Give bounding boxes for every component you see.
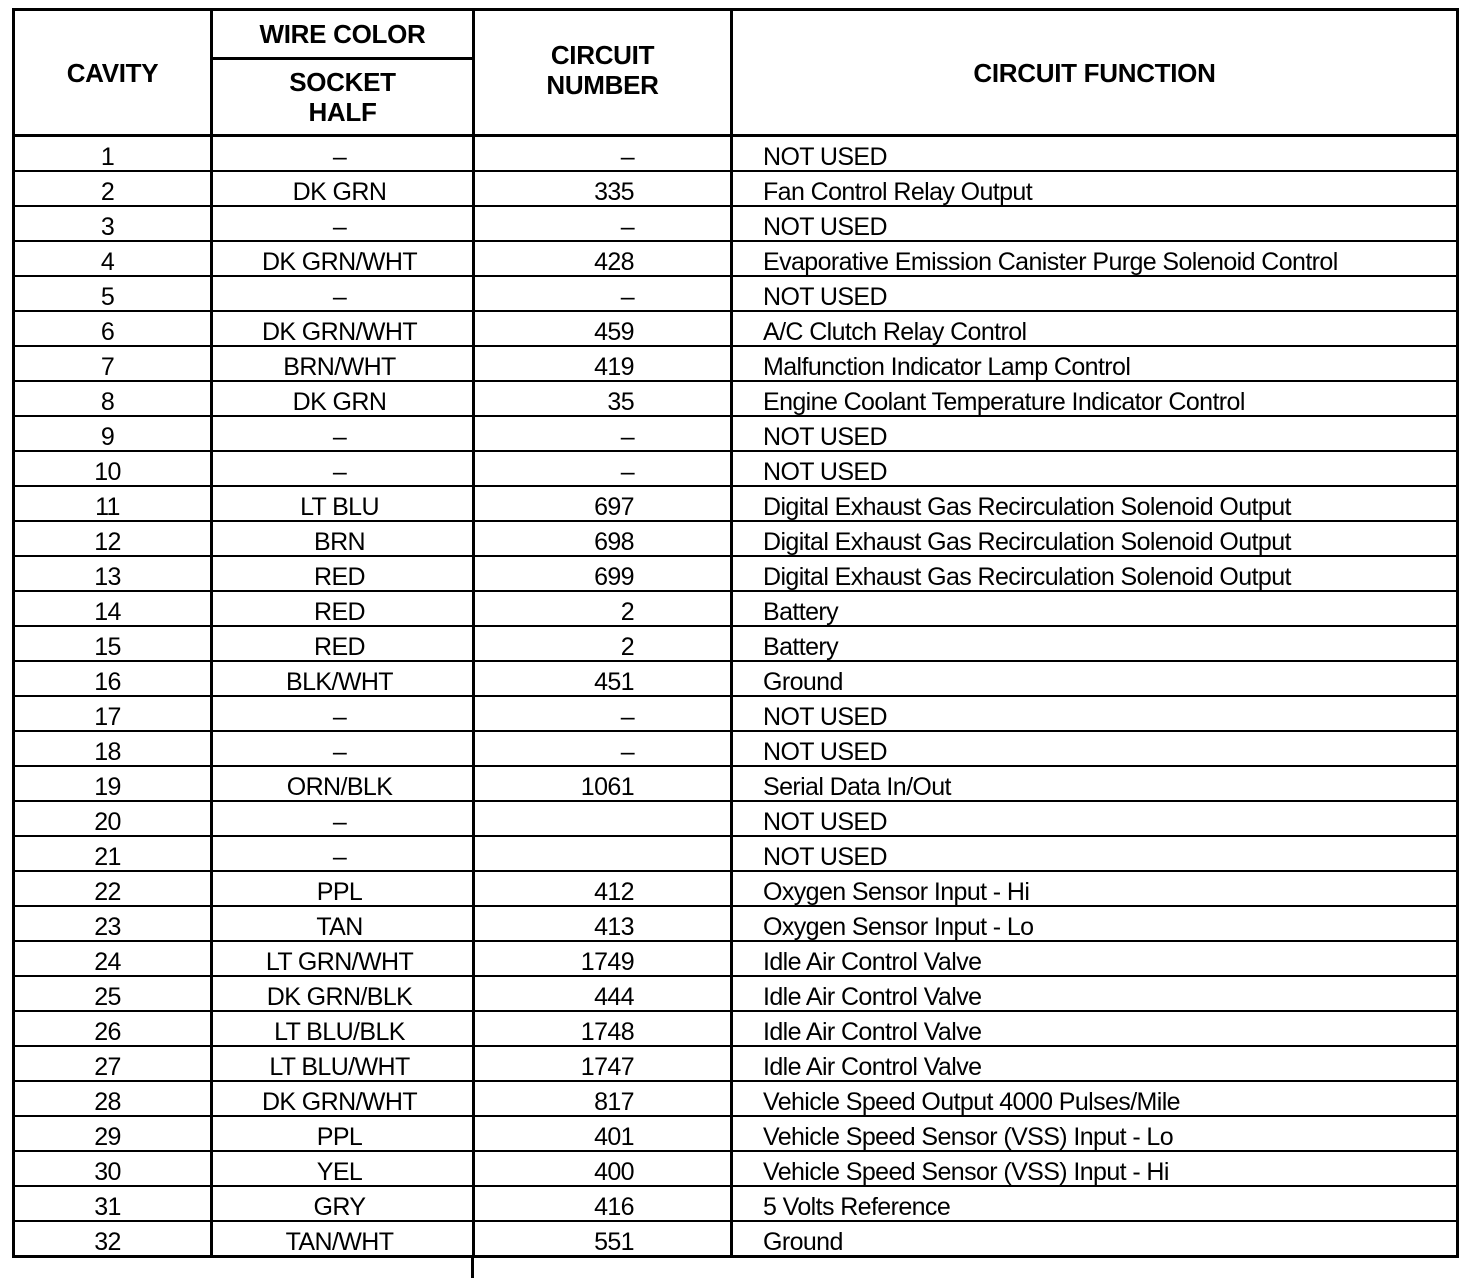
circuit-function-cell: NOT USED	[732, 136, 1458, 172]
header-wire-color: WIRE COLOR	[212, 10, 474, 59]
cavity-cell: 2	[14, 171, 212, 206]
connector-pinout-table	[12, 8, 1459, 1258]
cavity-cell: 20	[14, 801, 212, 836]
table-row	[14, 381, 1458, 416]
wire-color-cell: BRN	[212, 521, 474, 556]
table-row	[14, 241, 1458, 276]
wire-color-cell: DK GRN	[212, 171, 474, 206]
circuit-function-cell: NOT USED	[732, 801, 1458, 836]
wire-color-cell: LT GRN/WHT	[212, 941, 474, 976]
circuit-function-cell: Serial Data In/Out	[732, 766, 1458, 801]
circuit-function-cell: Digital Exhaust Gas Recirculation Solenoid Output	[732, 521, 1458, 556]
wire-color-cell: –	[212, 451, 474, 486]
table-row	[14, 171, 1458, 206]
circuit-number-cell: 2	[474, 591, 732, 626]
cavity-cell: 15	[14, 626, 212, 661]
wire-color-cell: LT BLU/WHT	[212, 1046, 474, 1081]
circuit-function-cell: Idle Air Control Valve	[732, 976, 1458, 1011]
table-row	[14, 661, 1458, 696]
circuit-number-cell: 1747	[474, 1046, 732, 1081]
cavity-cell: 16	[14, 661, 212, 696]
circuit-number-cell: 412	[474, 871, 732, 906]
circuit-number-cell: 1749	[474, 941, 732, 976]
circuit-function-cell: Digital Exhaust Gas Recirculation Solenoid Output	[732, 486, 1458, 521]
table-row	[14, 451, 1458, 486]
cavity-cell: 29	[14, 1116, 212, 1151]
circuit-number-cell: 400	[474, 1151, 732, 1186]
wire-color-cell: –	[212, 416, 474, 451]
circuit-number-cell	[474, 801, 732, 836]
cavity-cell: 6	[14, 311, 212, 346]
circuit-number-cell: 35	[474, 381, 732, 416]
circuit-function-cell: 5 Volts Reference	[732, 1186, 1458, 1221]
table-row	[14, 556, 1458, 591]
circuit-function-cell: Digital Exhaust Gas Recirculation Solenoid Output	[732, 556, 1458, 591]
cavity-cell: 3	[14, 206, 212, 241]
cavity-cell: 13	[14, 556, 212, 591]
cavity-cell: 9	[14, 416, 212, 451]
circuit-function-cell: Battery	[732, 626, 1458, 661]
circuit-number-cell: 1748	[474, 1011, 732, 1046]
circuit-number-cell: 428	[474, 241, 732, 276]
table-row	[14, 1151, 1458, 1186]
circuit-function-cell: Idle Air Control Valve	[732, 1011, 1458, 1046]
wire-color-cell: PPL	[212, 1116, 474, 1151]
header-circuit-function: CIRCUIT FUNCTION	[732, 10, 1458, 136]
table-row	[14, 1221, 1458, 1257]
circuit-function-cell: Malfunction Indicator Lamp Control	[732, 346, 1458, 381]
circuit-function-cell: Engine Coolant Temperature Indicator Control	[732, 381, 1458, 416]
wire-color-cell: ORN/BLK	[212, 766, 474, 801]
wire-color-cell: BRN/WHT	[212, 346, 474, 381]
wire-color-cell: DK GRN	[212, 381, 474, 416]
circuit-function-cell: Idle Air Control Valve	[732, 941, 1458, 976]
table-row	[14, 1046, 1458, 1081]
table-row	[14, 836, 1458, 871]
circuit-number-cell: 419	[474, 346, 732, 381]
circuit-function-cell: NOT USED	[732, 836, 1458, 871]
wire-color-cell: –	[212, 276, 474, 311]
wire-color-cell: DK GRN/BLK	[212, 976, 474, 1011]
table-row	[14, 521, 1458, 556]
wire-color-cell: –	[212, 801, 474, 836]
table-row	[14, 1186, 1458, 1221]
circuit-number-cell: 459	[474, 311, 732, 346]
cavity-cell: 5	[14, 276, 212, 311]
wire-color-cell: BLK/WHT	[212, 661, 474, 696]
circuit-number-cell	[474, 836, 732, 871]
wire-color-cell: TAN	[212, 906, 474, 941]
wire-color-cell: –	[212, 696, 474, 731]
circuit-number-cell: 401	[474, 1116, 732, 1151]
cavity-cell: 8	[14, 381, 212, 416]
wire-color-cell: RED	[212, 556, 474, 591]
circuit-number-cell: 416	[474, 1186, 732, 1221]
circuit-function-cell: NOT USED	[732, 276, 1458, 311]
wire-color-cell: LT BLU	[212, 486, 474, 521]
wire-color-cell: –	[212, 836, 474, 871]
circuit-number-cell: –	[474, 696, 732, 731]
circuit-function-cell: Ground	[732, 1221, 1458, 1257]
wire-color-cell: DK GRN/WHT	[212, 241, 474, 276]
header-socket-half: SOCKET HALF	[212, 59, 474, 136]
table-row	[14, 486, 1458, 521]
circuit-number-cell: 551	[474, 1221, 732, 1257]
table-row	[14, 801, 1458, 836]
header-circuit-number: CIRCUIT NUMBER	[474, 10, 732, 136]
table-row	[14, 591, 1458, 626]
cavity-cell: 10	[14, 451, 212, 486]
cavity-cell: 7	[14, 346, 212, 381]
table-row	[14, 1081, 1458, 1116]
circuit-number-cell: 335	[474, 171, 732, 206]
column-divider-extension	[471, 1256, 474, 1278]
circuit-function-cell: Fan Control Relay Output	[732, 171, 1458, 206]
wire-color-cell: –	[212, 731, 474, 766]
cavity-cell: 32	[14, 1221, 212, 1257]
table-row	[14, 941, 1458, 976]
table-row	[14, 731, 1458, 766]
circuit-number-cell: –	[474, 276, 732, 311]
circuit-function-cell: A/C Clutch Relay Control	[732, 311, 1458, 346]
circuit-number-cell: 699	[474, 556, 732, 591]
wire-color-cell: YEL	[212, 1151, 474, 1186]
circuit-function-cell: Vehicle Speed Sensor (VSS) Input - Lo	[732, 1116, 1458, 1151]
circuit-number-cell: 697	[474, 486, 732, 521]
circuit-number-cell: –	[474, 136, 732, 172]
cavity-cell: 18	[14, 731, 212, 766]
wire-color-cell: RED	[212, 591, 474, 626]
wire-color-cell: TAN/WHT	[212, 1221, 474, 1257]
table-row	[14, 206, 1458, 241]
cavity-cell: 19	[14, 766, 212, 801]
table-row	[14, 136, 1458, 172]
table-row	[14, 976, 1458, 1011]
cavity-cell: 21	[14, 836, 212, 871]
table-row	[14, 346, 1458, 381]
header-cavity: CAVITY	[14, 10, 212, 136]
circuit-number-cell: –	[474, 731, 732, 766]
cavity-cell: 11	[14, 486, 212, 521]
circuit-function-cell: Vehicle Speed Sensor (VSS) Input - Hi	[732, 1151, 1458, 1186]
wire-color-cell: –	[212, 206, 474, 241]
circuit-function-cell: Oxygen Sensor Input - Lo	[732, 906, 1458, 941]
wire-color-cell: DK GRN/WHT	[212, 1081, 474, 1116]
table-row	[14, 766, 1458, 801]
circuit-function-cell: NOT USED	[732, 696, 1458, 731]
wire-color-cell: DK GRN/WHT	[212, 311, 474, 346]
cavity-cell: 28	[14, 1081, 212, 1116]
cavity-cell: 1	[14, 136, 212, 172]
circuit-function-cell: Battery	[732, 591, 1458, 626]
circuit-function-cell: NOT USED	[732, 416, 1458, 451]
wire-color-cell: GRY	[212, 1186, 474, 1221]
wire-color-cell: RED	[212, 626, 474, 661]
circuit-number-cell: 2	[474, 626, 732, 661]
circuit-number-cell: –	[474, 206, 732, 241]
circuit-number-cell: 698	[474, 521, 732, 556]
cavity-cell: 22	[14, 871, 212, 906]
circuit-number-cell: –	[474, 416, 732, 451]
circuit-number-cell: 451	[474, 661, 732, 696]
circuit-number-cell: 444	[474, 976, 732, 1011]
table-row	[14, 1116, 1458, 1151]
cavity-cell: 23	[14, 906, 212, 941]
cavity-cell: 4	[14, 241, 212, 276]
table-row	[14, 906, 1458, 941]
cavity-cell: 31	[14, 1186, 212, 1221]
table-row	[14, 311, 1458, 346]
cavity-cell: 30	[14, 1151, 212, 1186]
cavity-cell: 14	[14, 591, 212, 626]
circuit-number-cell: 413	[474, 906, 732, 941]
table-row	[14, 276, 1458, 311]
circuit-function-cell: Evaporative Emission Canister Purge Solenoid Control	[732, 241, 1458, 276]
cavity-cell: 12	[14, 521, 212, 556]
circuit-number-cell: 1061	[474, 766, 732, 801]
cavity-cell: 26	[14, 1011, 212, 1046]
circuit-function-cell: NOT USED	[732, 451, 1458, 486]
table-row	[14, 416, 1458, 451]
circuit-function-cell: NOT USED	[732, 206, 1458, 241]
table-row	[14, 1011, 1458, 1046]
table-header	[14, 10, 1458, 136]
wire-color-cell: LT BLU/BLK	[212, 1011, 474, 1046]
circuit-function-cell: Ground	[732, 661, 1458, 696]
table-row	[14, 626, 1458, 661]
circuit-function-cell: Oxygen Sensor Input - Hi	[732, 871, 1458, 906]
table-row	[14, 871, 1458, 906]
circuit-function-cell: NOT USED	[732, 731, 1458, 766]
cavity-cell: 25	[14, 976, 212, 1011]
cavity-cell: 24	[14, 941, 212, 976]
wire-color-cell: PPL	[212, 871, 474, 906]
circuit-number-cell: 817	[474, 1081, 732, 1116]
wire-color-cell: –	[212, 136, 474, 172]
circuit-function-cell: Idle Air Control Valve	[732, 1046, 1458, 1081]
circuit-function-cell: Vehicle Speed Output 4000 Pulses/Mile	[732, 1081, 1458, 1116]
cavity-cell: 27	[14, 1046, 212, 1081]
table-body	[14, 136, 1458, 1257]
cavity-cell: 17	[14, 696, 212, 731]
table-row	[14, 696, 1458, 731]
circuit-number-cell: –	[474, 451, 732, 486]
